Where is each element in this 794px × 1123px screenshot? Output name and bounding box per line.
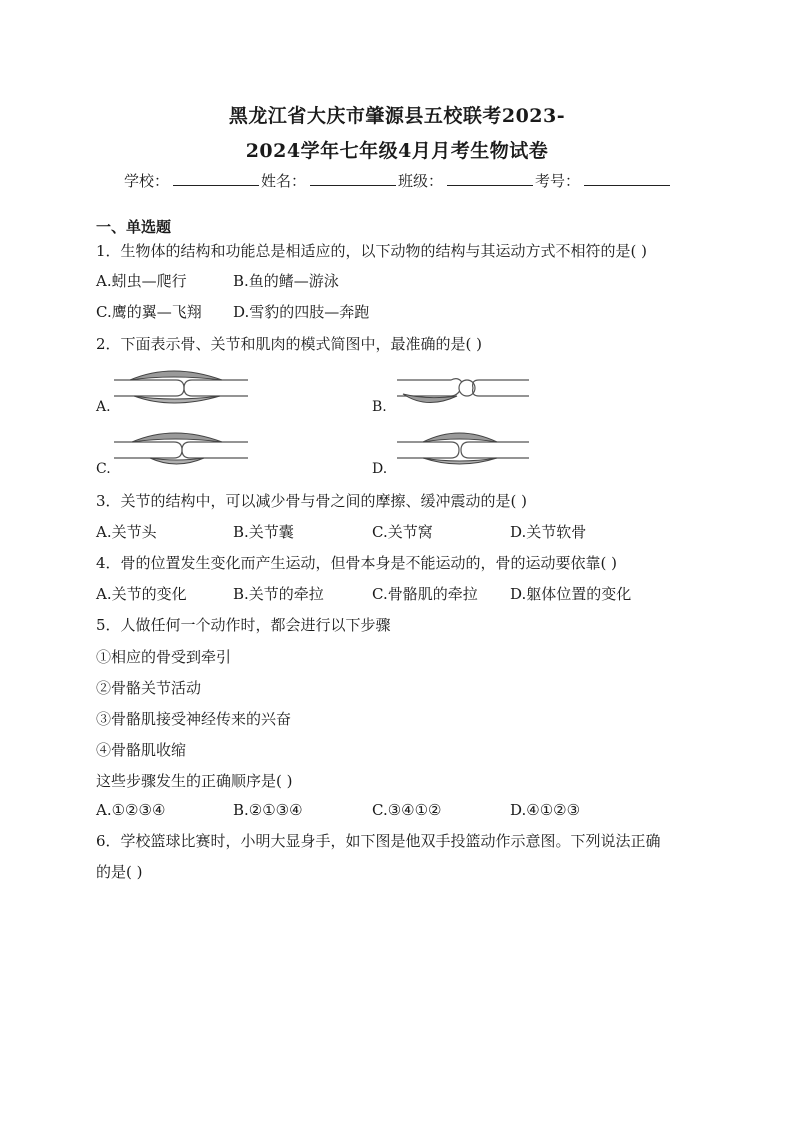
q2-figure-b[interactable] <box>393 366 533 410</box>
question-1-stem: 1．生物体的结构和功能总是相适应的，以下动物的结构与其运动方式不相符的是( ) <box>96 242 648 260</box>
q5-step-2: ②骨骼关节活动 <box>96 679 202 697</box>
question-3-stem: 3．关节的结构中，可以减少骨与骨之间的摩擦、缓冲震动的是( ) <box>96 492 528 510</box>
student-info-row <box>124 170 672 191</box>
school-blank[interactable] <box>173 171 259 186</box>
exam-title-line2: 2024学年七年级4月月考生物试卷 <box>245 140 549 162</box>
q3-option-d[interactable]: D.关节软骨 <box>510 523 587 541</box>
q2-option-b-label[interactable]: B. <box>372 399 387 415</box>
number-label: 考号： <box>535 172 581 190</box>
q4-option-d[interactable]: D.躯体位置的变化 <box>510 585 632 603</box>
section-heading: 一、单选题 <box>96 218 172 236</box>
q5-prompt: 这些步骤发生的正确顺序是( ) <box>96 772 293 790</box>
q5-option-d[interactable]: D.④①②③ <box>510 801 581 819</box>
number-blank[interactable] <box>584 171 670 186</box>
q2-option-c-label[interactable]: C. <box>96 461 111 477</box>
q1-option-d[interactable]: D.雪豹的四肢—奔跑 <box>233 303 370 321</box>
q2-figure-a[interactable] <box>112 366 252 410</box>
q1-option-c[interactable]: C.鹰的翼—飞翔 <box>96 303 202 321</box>
q4-option-c[interactable]: C.骨骼肌的牵拉 <box>372 585 478 603</box>
question-6-stem-line1: 6．学校篮球比赛时，小明大显身手，如下图是他双手投篮动作示意图。下列说法正确 <box>96 832 661 850</box>
q4-option-b[interactable]: B.关节的牵拉 <box>233 585 324 603</box>
name-blank[interactable] <box>310 171 396 186</box>
question-5-stem: 5．人做任何一个动作时，都会进行以下步骤 <box>96 616 391 634</box>
name-label: 姓名： <box>261 172 307 190</box>
q5-step-3: ③骨骼肌接受神经传来的兴奋 <box>96 710 292 728</box>
q3-option-b[interactable]: B.关节囊 <box>233 523 294 541</box>
q4-option-a[interactable]: A.关节的变化 <box>96 585 187 603</box>
q5-step-1: ①相应的骨受到牵引 <box>96 648 232 666</box>
q5-step-4: ④骨骼肌收缩 <box>96 741 187 759</box>
q3-option-c[interactable]: C.关节窝 <box>372 523 433 541</box>
question-2-stem: 2．下面表示骨、关节和肌肉的模式简图中，最准确的是( ) <box>96 335 483 353</box>
question-6-stem-line2: 的是( ) <box>96 863 143 881</box>
class-blank[interactable] <box>447 171 533 186</box>
q2-option-d-label[interactable]: D. <box>372 461 388 477</box>
question-4-stem: 4．骨的位置发生变化而产生运动，但骨本身是不能运动的，骨的运动要依靠( ) <box>96 554 618 572</box>
exam-title-line1: 黑龙江省大庆市肇源县五校联考2023- <box>228 105 566 127</box>
school-label: 学校： <box>124 172 170 190</box>
q3-option-a[interactable]: A.关节头 <box>96 523 157 541</box>
q2-figure-d[interactable] <box>393 428 533 472</box>
q1-option-a[interactable]: A.蚓虫—爬行 <box>96 272 187 290</box>
q1-option-b[interactable]: B.鱼的鳍—游泳 <box>233 272 339 290</box>
q2-figure-c[interactable] <box>112 428 252 472</box>
q2-option-a-label[interactable]: A. <box>96 399 111 415</box>
q5-option-c[interactable]: C.③④①② <box>372 801 442 819</box>
q5-option-b[interactable]: B.②①③④ <box>233 801 303 819</box>
q5-option-a[interactable]: A.①②③④ <box>96 801 166 819</box>
class-label: 班级： <box>398 172 444 190</box>
